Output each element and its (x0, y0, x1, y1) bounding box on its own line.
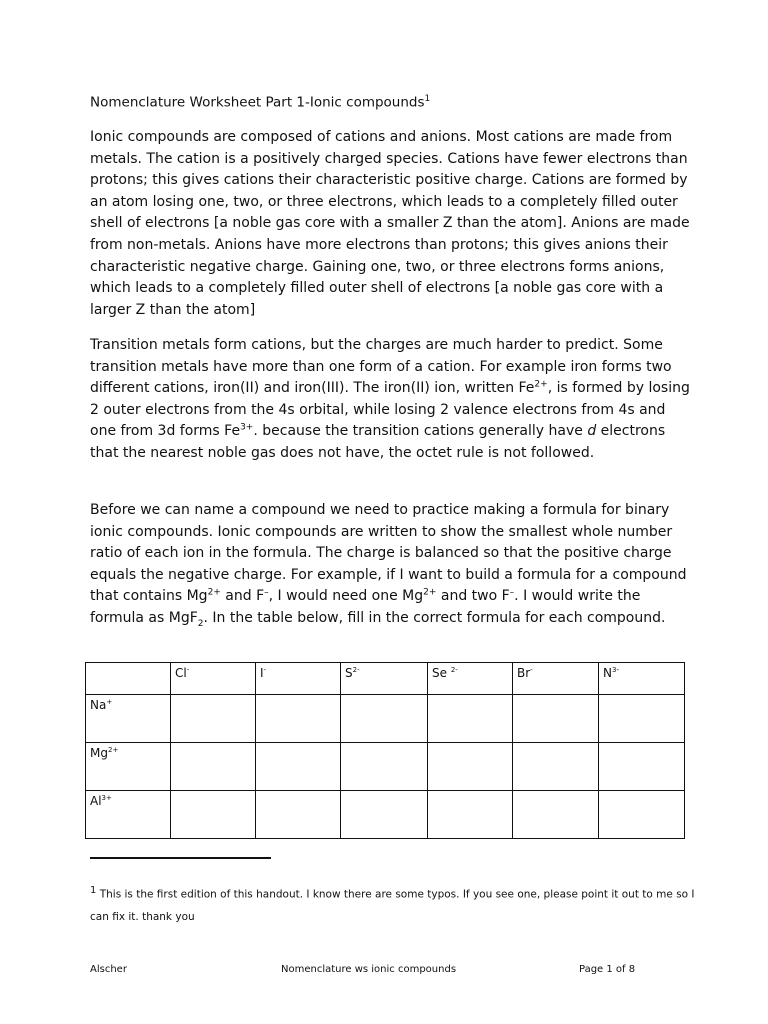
anion-charge: 2- (352, 666, 360, 674)
p3-charge-f-1: – (264, 587, 269, 598)
footer-page-number: Page 1 of 8 (579, 964, 636, 975)
cation-header-al (86, 791, 171, 839)
p3-charge-mg-1: 2+ (207, 587, 221, 598)
answer-cell[interactable] (341, 743, 428, 791)
p2-text-1: Transition metals form cations, but the charges are much harder to predict. Some transition metals have more than one form of a cation. For example iron forms two different cations, iron(II) and iron(III). The iron(II) ion, written Fe (90, 337, 672, 397)
ionic-formula-table (85, 662, 685, 839)
answer-cell[interactable] (341, 695, 428, 743)
answer-cell[interactable] (428, 743, 513, 791)
footnote-text: This is the first edition of this handout. I know there are some typos. If you see one, please point it out to me so I can fix it. thank you (90, 888, 695, 923)
answer-cell[interactable] (256, 695, 341, 743)
cation-charge: 3+ (101, 794, 112, 802)
p3-text-3: , I would need one Mg (268, 588, 424, 605)
anion-header-br (513, 663, 599, 695)
answer-cell[interactable] (513, 695, 599, 743)
p3-charge-f-2: – (509, 587, 515, 598)
answer-cell[interactable] (171, 791, 256, 839)
answer-cell[interactable] (599, 695, 685, 743)
cation-header-mg (86, 743, 171, 791)
p2-charge-fe2: 2+ (534, 379, 548, 390)
table-row-al (86, 791, 685, 839)
anion-symbol: Cl (175, 666, 187, 680)
anion-charge: - (530, 666, 533, 674)
answer-cell[interactable] (256, 791, 341, 839)
anion-header-n (599, 663, 685, 695)
cation-symbol: Mg (90, 746, 108, 760)
anion-charge: - (186, 666, 190, 674)
answer-cell[interactable] (599, 791, 685, 839)
p2-text-2: , is formed by losing 2 outer electrons from the 4s orbital, while losing 2 valence electrons from 4s and one from 3d forms Fe (90, 380, 690, 440)
cation-charge: + (106, 698, 113, 706)
answer-cell[interactable] (256, 743, 341, 791)
footnote (90, 880, 700, 928)
cation-symbol: Na (90, 698, 107, 712)
anion-symbol: Br (517, 666, 531, 680)
answer-cell[interactable] (171, 695, 256, 743)
footer-title: Nomenclature ws ionic compounds (281, 964, 457, 975)
paragraph-transition-metals (90, 335, 690, 465)
answer-cell[interactable] (428, 695, 513, 743)
anion-header-se (428, 663, 513, 695)
answer-cell[interactable] (428, 791, 513, 839)
paragraph-formula-practice (90, 500, 690, 630)
answer-cell[interactable] (171, 743, 256, 791)
p2-italic-d: d (587, 423, 597, 440)
p2-text-3: . because the transition cations generally have (253, 423, 588, 440)
title-footnote-mark: 1 (424, 94, 431, 104)
p2-charge-fe3: 3+ (240, 422, 254, 433)
anion-header-s (341, 663, 428, 695)
anion-header-cl (171, 663, 256, 695)
answer-cell[interactable] (341, 791, 428, 839)
footnote-mark: 1 (90, 885, 97, 896)
p3-text-4: and two F (436, 588, 510, 605)
p2-text-4: electrons that the nearest noble gas does not have, the octet rule is not followed. (90, 423, 666, 461)
anion-symbol: S (345, 666, 353, 680)
p3-text-6: . In the table below, fill in the correct formula for each compound. (203, 609, 666, 626)
table-header-row (86, 663, 685, 695)
cation-charge: 2+ (107, 746, 119, 754)
p3-subscript-2: 2 (197, 618, 204, 629)
footer-author: Alscher (90, 964, 127, 975)
answer-cell[interactable] (513, 743, 599, 791)
p3-text-1: Before we can name a compound we need to practice making a formula for binary ionic compounds. Ionic compounds are written to show the smallest whole number ratio of each ion in the formula. The charge is balanced so that the positive charge equals the negative charge. For example, if I want to build a formula for a compound that contains Mg (90, 502, 687, 605)
anion-symbol: N (603, 666, 612, 680)
p3-text-2: and F (220, 588, 265, 605)
anion-charge: - (263, 666, 267, 674)
corner-cell (86, 663, 171, 695)
anion-symbol: I (260, 666, 264, 680)
table-row-na (86, 695, 685, 743)
footnote-separator (90, 857, 271, 859)
anion-charge: 2- (450, 666, 458, 674)
paragraph-ionic-compounds: Ionic compounds are composed of cations and anions. Most cations are made from metals. The cation is a positively charged species. Cations have fewer electrons than protons; this gives cations their characteristic positive charge. Cations are formed by an atom losing one, two, or three electrons, which leads to a completely filled outer shell of electrons [a noble gas core with a smaller Z than the atom]. Anions are made from non-metals. Anions have more electrons than protons; this gives anions their characteristic negative charge. Gaining one, two, or three electrons forms anions, which leads to a completely filled outer shell of electrons [a noble gas core with a larger Z than the atom] (90, 129, 690, 318)
answer-cell[interactable] (513, 791, 599, 839)
anion-symbol: Se (432, 666, 451, 680)
cation-symbol: Al (90, 794, 102, 808)
answer-cell[interactable] (599, 743, 685, 791)
anion-header-i (256, 663, 341, 695)
table-row-mg (86, 743, 685, 791)
p3-text-5: . I would write the formula as MgF (90, 588, 641, 626)
cation-header-na (86, 695, 171, 743)
p3-charge-mg-2: 2+ (423, 587, 437, 598)
title-text: Nomenclature Worksheet Part 1-Ionic compounds (90, 94, 425, 111)
anion-charge: 3- (611, 666, 619, 674)
page-title (90, 94, 690, 111)
